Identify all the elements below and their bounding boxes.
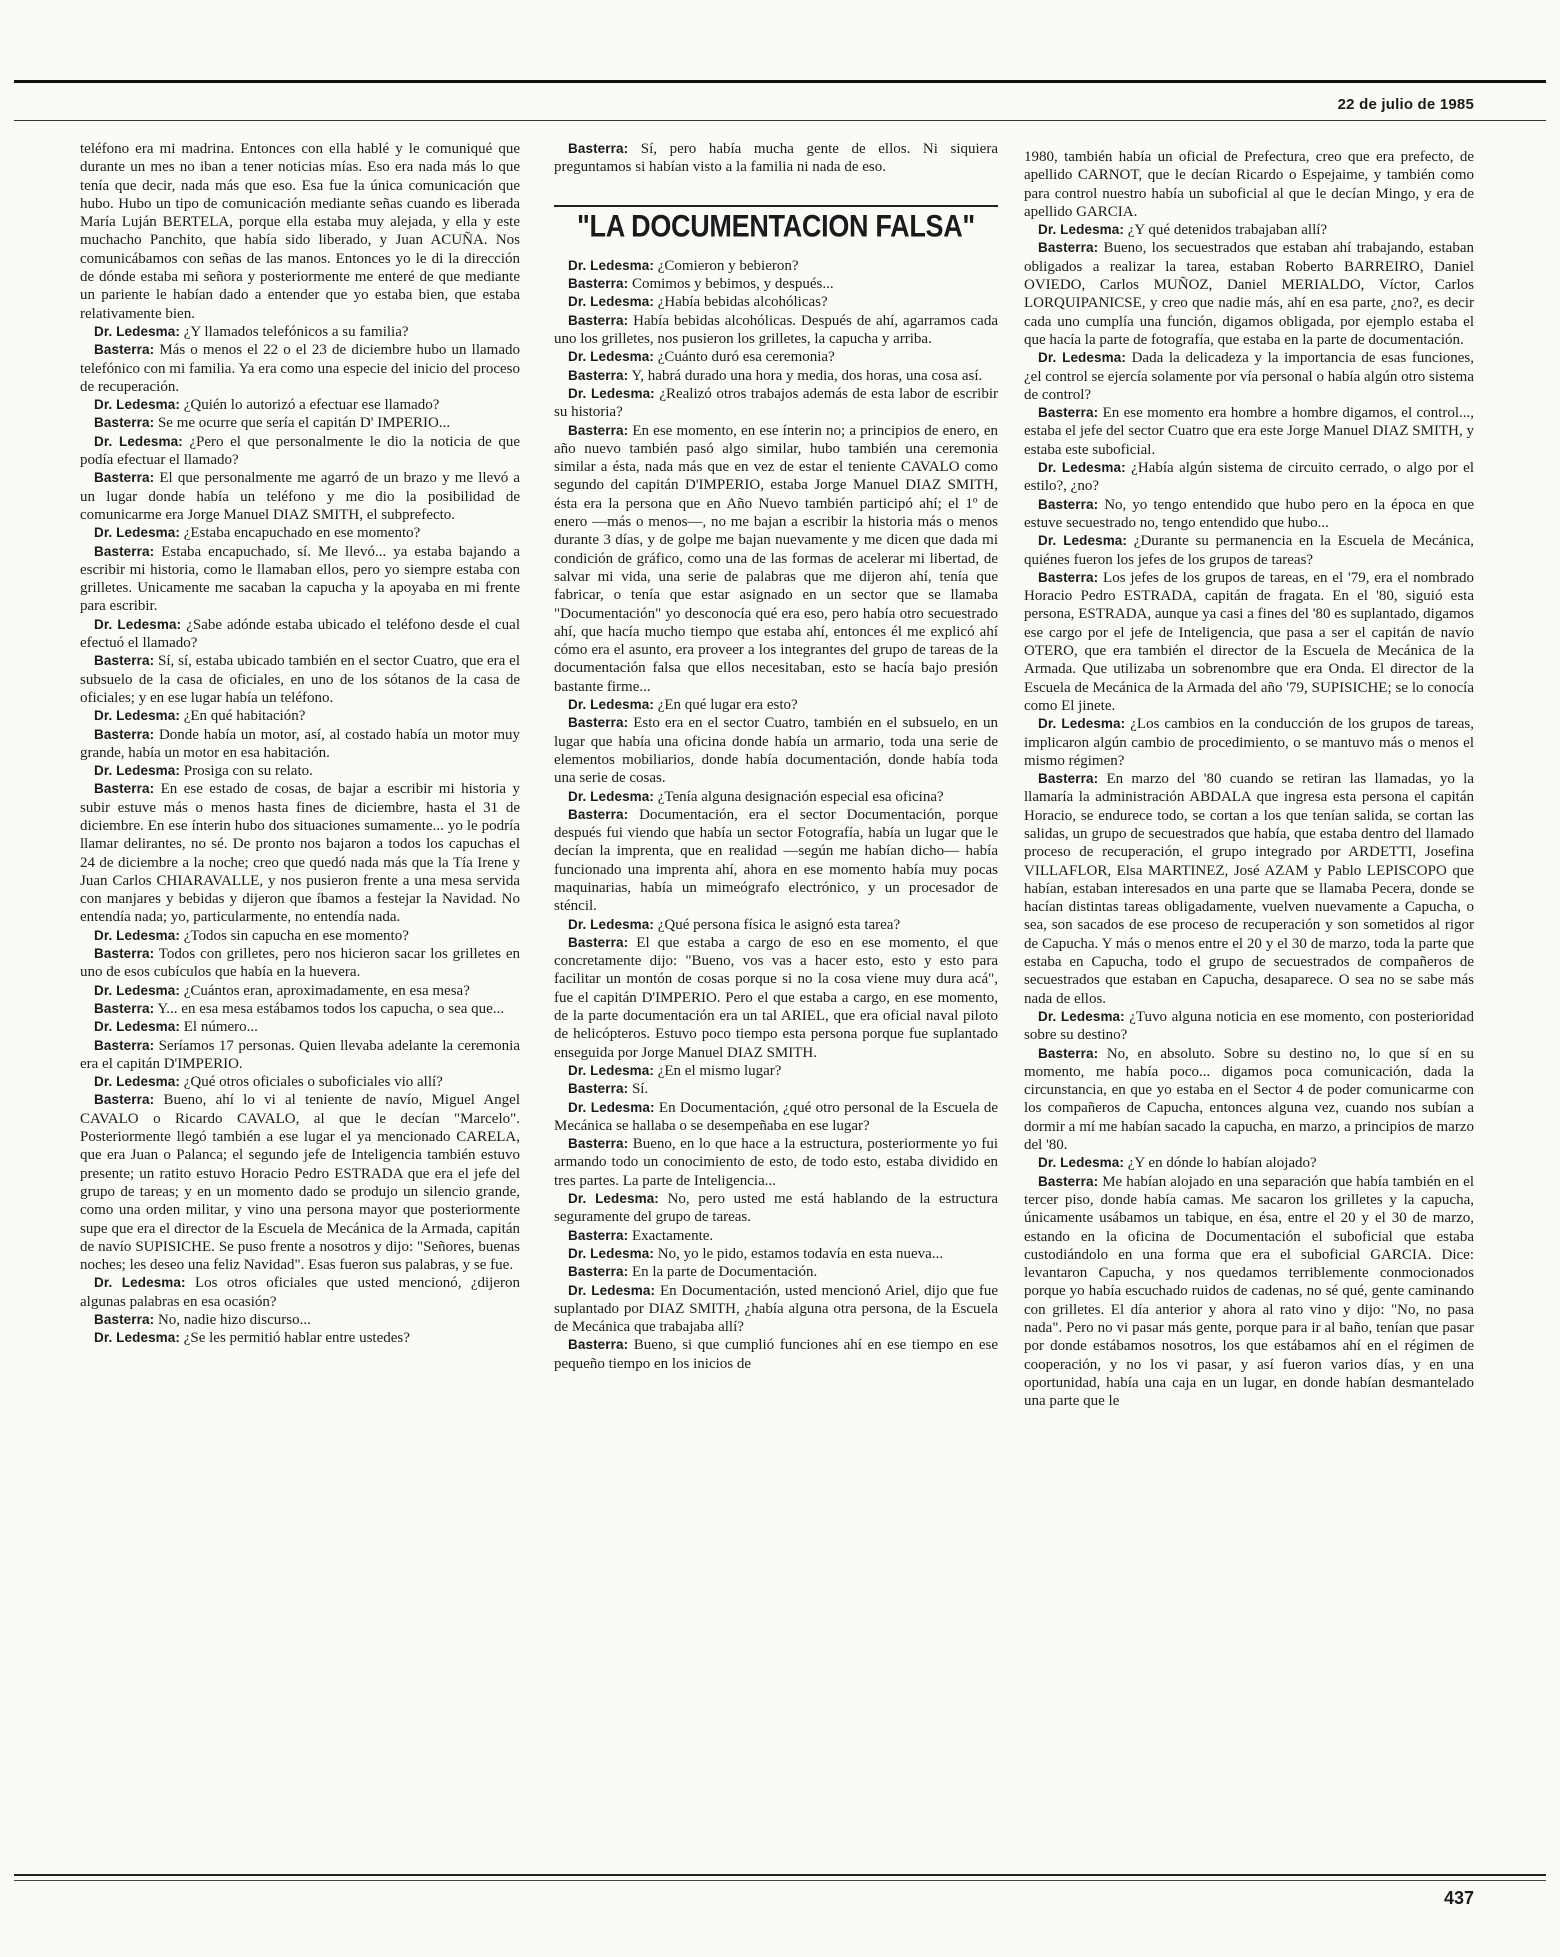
paragraph-text: ¿Sabe adónde estaba ubicado el teléfono desde el cual efectuó el llamado? xyxy=(80,616,521,652)
dialogue-paragraph xyxy=(1024,532,1474,569)
speaker-label: Dr. Ledesma: xyxy=(94,708,180,724)
speaker-label: Basterra: xyxy=(94,726,155,742)
dialogue-paragraph xyxy=(80,524,520,542)
dialogue-paragraph xyxy=(80,1091,520,1274)
dialogue-paragraph xyxy=(554,367,998,385)
speaker-label: Basterra: xyxy=(568,276,629,292)
dialogue-paragraph xyxy=(80,1329,520,1347)
dialogue-paragraph xyxy=(554,916,998,934)
dialogue-paragraph xyxy=(554,806,998,916)
footer-rule xyxy=(14,1874,1546,1881)
speaker-label: Dr. Ledesma: xyxy=(568,788,654,804)
speaker-label: Dr. Ledesma: xyxy=(1038,350,1126,366)
speaker-label: Basterra: xyxy=(568,1136,629,1152)
speaker-label: Dr. Ledesma: xyxy=(568,349,654,365)
dialogue-paragraph xyxy=(554,1190,998,1227)
speaker-label: Dr. Ledesma: xyxy=(94,763,180,779)
speaker-label: Dr. Ledesma: xyxy=(94,616,182,632)
paragraph-text: Esto era en el sector Cuatro, también en el subsuelo, en un lugar que había una oficina donde había un armario, toda una serie de elementos mobiliarios, donde había documentación, donde había toda una serie de cosas. xyxy=(554,715,998,787)
speaker-label: Basterra: xyxy=(568,1227,629,1243)
page-number: 437 xyxy=(1443,1888,1474,1908)
paragraph-text: Exactamente. xyxy=(628,1227,714,1244)
dialogue-paragraph xyxy=(554,1336,998,1373)
paragraph-text: Bueno, los secuestrados que estaban ahí trabajando, estaban obligados a realizar la tarea, estaban Roberto BARREIRO, Daniel OVIEDO, Carlos MUÑOZ, Daniel MERIALDO, Víctor, Carlos LORQUIPANICSE, y creo que nadie más, ahí en esa parte, ¿no?, es decir cada uno cumplía una función, digamos obligada, por ejemplo estaba el que hacía la parte de fotografía, que estaba en la parte de documentación. xyxy=(1024,240,1474,348)
dialogue-paragraph xyxy=(554,934,998,1062)
paragraph-text: Prosiga con su relato. xyxy=(179,763,313,780)
speaker-label: Basterra: xyxy=(94,946,155,962)
speaker-label: Dr. Ledesma: xyxy=(568,1099,655,1115)
top-rule xyxy=(14,80,1546,83)
paragraph-text: Todos con grilletes, pero nos hicieron sacar los grilletes en uno de esos cubículos que había en la huevera. xyxy=(80,946,520,981)
dialogue-paragraph xyxy=(554,140,998,177)
paragraph-text: ¿Y llamados telefónicos a su familia? xyxy=(179,323,409,340)
paragraph-text: ¿En el mismo lugar? xyxy=(653,1062,782,1079)
dialogue-paragraph xyxy=(1024,1045,1474,1155)
paragraph-text: ¿Comieron y bebieron? xyxy=(653,257,799,274)
paragraph-text: Sí. xyxy=(628,1081,649,1098)
dialogue-paragraph xyxy=(1024,1154,1474,1172)
paragraph-text: ¿Y en dónde lo habían alojado? xyxy=(1123,1155,1317,1172)
speaker-label: Dr. Ledesma: xyxy=(1038,460,1126,476)
speaker-label: Basterra: xyxy=(568,715,629,731)
paragraph-text: Había bebidas alcohólicas. Después de ahí, agarramos cada uno los grilletes, nos pusieron los grilletes, la capucha y arriba. xyxy=(554,312,998,348)
speaker-label: Basterra: xyxy=(1038,569,1099,585)
paragraph-text: Sí, sí, estaba ubicado también en el sector Cuatro, que era el subsuelo de la casa de oficiales, en uno de los sótanos de la casa de oficiales; y en ese lugar había un teléfono. xyxy=(80,653,520,706)
dialogue-paragraph xyxy=(554,1099,998,1136)
paragraph-text: En ese estado de cosas, de bajar a escribir mi historia y subir estuve más o menos hasta fines de diciembre, hasta el 31 de diciembre. En ese ínterin hubo dos situaciones sumamente... yo le podría llamar delirantes, no sé. De pronto nos bajaron a todos los capuchas el 24 de diciembre a la noche; creo que quedó nada más que la Tía Irene y Juan Carlos CHIARAVALLE, y nos pusieron frente a una mesa servida con manjares y bebidas y dijeron que íbamos a festejar la Navidad. No entendía nada; yo, particularmente, no entendía nada. xyxy=(80,781,520,926)
speaker-label: Basterra: xyxy=(94,1312,155,1327)
dialogue-paragraph xyxy=(554,1062,998,1080)
speaker-label: Dr. Ledesma: xyxy=(568,916,654,932)
dialogue-paragraph xyxy=(554,1282,998,1337)
dialogue-paragraph xyxy=(554,385,998,422)
paragraph-text: ¿Todos sin capucha en ese momento? xyxy=(179,927,409,944)
dialogue-paragraph xyxy=(1024,239,1474,349)
paragraph-text: ¿Tuvo alguna noticia en ese momento, con posterioridad sobre su destino? xyxy=(1024,1008,1474,1044)
dialogue-paragraph xyxy=(80,341,520,396)
speaker-label: Basterra: xyxy=(94,543,155,559)
paragraph-text: El que personalmente me agarró de un brazo y me llevó a un lugar donde había un teléfono y me dio la posibilidad de comunicarme era Jorge Manuel DIAZ SMITH, el subprefecto. xyxy=(80,470,520,523)
paragraph-text: En la parte de Documentación. xyxy=(628,1264,818,1281)
paragraph-text: Estaba encapuchado, sí. Me llevó... ya estaba bajando a escribir mi historia, como le llamaban ellos, pero yo siempre estaba con grilletes. Unicamente me sacaban la capucha y la apoyaba en mi frente para escribir. xyxy=(80,543,520,615)
speaker-label: Basterra: xyxy=(568,367,629,383)
paragraph-text: ¿Pero el que personalmente le dio la noticia de que podía efectuar el llamado? xyxy=(80,433,521,469)
dialogue-paragraph xyxy=(80,1073,520,1091)
dialogue-paragraph xyxy=(80,945,520,982)
dialogue-paragraph xyxy=(80,927,520,945)
speaker-label: Basterra: xyxy=(568,422,629,438)
dialogue-paragraph xyxy=(1024,349,1474,404)
speaker-label: Dr. Ledesma: xyxy=(94,1074,180,1090)
speaker-label: Dr. Ledesma: xyxy=(568,1245,654,1261)
dialogue-paragraph xyxy=(1024,569,1474,715)
paragraph-text: ¿Cuántos eran, aproximadamente, en esa mesa? xyxy=(179,982,470,999)
paragraph-text: No, en absoluto. Sobre su destino no, lo que sí en su momento, me había poco... digamos poca comunicación, dada la circunstancia, en que yo estaba en el Sector 4 de poder comunicarme con los compañeros de Capucha, entonces alguna vez, cuando nos subían a dormir a mí me habían sacado la capucha, en marzo, a principios de marzo del '80. xyxy=(1024,1045,1474,1154)
paragraph-text: ¿Realizó otros trabajos además de esta labor de escribir su historia? xyxy=(554,385,998,421)
paragraph-text: ¿Se les permitió hablar entre ustedes? xyxy=(179,1330,410,1347)
paragraph-text: Comimos y bebimos, y después... xyxy=(628,276,834,293)
speaker-label: Basterra: xyxy=(568,312,629,328)
speaker-label: Basterra: xyxy=(568,1081,629,1097)
dialogue-paragraph xyxy=(80,652,520,707)
dialogue-paragraph xyxy=(1024,496,1474,533)
speaker-label: Dr. Ledesma: xyxy=(94,1019,180,1035)
speaker-label: Dr. Ledesma: xyxy=(568,1062,654,1078)
column-3 xyxy=(1024,148,1474,1410)
speaker-label: Dr. Ledesma: xyxy=(1038,716,1126,732)
speaker-label: Dr. Ledesma: xyxy=(94,323,180,339)
dialogue-paragraph xyxy=(80,1000,520,1018)
speaker-label: Basterra: xyxy=(1038,1173,1099,1189)
speaker-label: Dr. Ledesma: xyxy=(94,1275,186,1291)
speaker-label: Basterra: xyxy=(1038,1045,1099,1061)
dialogue-paragraph xyxy=(80,780,520,926)
speaker-label: Dr. Ledesma: xyxy=(1038,533,1128,549)
speaker-label: Basterra: xyxy=(568,806,629,822)
paragraph-text: ¿Había algún sistema de circuito cerrado, o algo por el estilo?, ¿no? xyxy=(1024,460,1474,495)
paragraph-text: Bueno, si que cumplió funciones ahí en ese tiempo en ese pequeño tiempo en los inicios de xyxy=(554,1337,998,1372)
speaker-label: Basterra: xyxy=(1038,240,1099,256)
dialogue-paragraph xyxy=(80,616,520,653)
speaker-label: Dr. Ledesma: xyxy=(94,1330,180,1346)
speaker-label: Dr. Ledesma: xyxy=(568,1282,656,1298)
dialogue-paragraph xyxy=(1024,404,1474,459)
dialogue-paragraph xyxy=(1024,1173,1474,1411)
speaker-label: Dr. Ledesma: xyxy=(94,433,183,449)
speaker-label: Dr. Ledesma: xyxy=(94,397,180,413)
speaker-label: Basterra: xyxy=(94,653,155,669)
paragraph-text: En Documentación, ¿qué otro personal de la Escuela de Mecánica se hallaba o se desempeñaba en ese lugar? xyxy=(554,1099,999,1134)
dialogue-paragraph xyxy=(80,762,520,780)
paragraph-text: Y, habrá durado una hora y media, dos horas, una cosa así. xyxy=(628,367,983,384)
paragraph-text: Me habían alojado en una separación que había también en el tercer piso, donde había camas. Me sacaron los grilletes y la capucha, únicamente usábamos un tabique, en ésa, entre el 20 y el 30 de marzo, estando en la oficina de Documentación el suboficial que estaba custodiándolo en una forma que era el suboficial GARCIA. Dice: levantaron Capucha, y nos quedamos terriblemente conmocionados porque yo había escuchado ruidos de cadenas, no sé qué, gente caminando con grilletes. El día anterior y ahora al rato vino y dijo: "No, no pasa nada". Pero no vi pasar más gente, porque para ir al baño, tenían que pasar por donde estábamos nosotros, los que estábamos ahí en el régimen de cooperación, y no los vi pasar, y así fueron varios días, y en una oportunidad, había una caja en un lugar, en donde habían desmantelado una parte que le xyxy=(1024,1173,1474,1410)
speaker-label: Dr. Ledesma: xyxy=(568,294,654,310)
dialogue-paragraph xyxy=(80,414,520,432)
speaker-label: Dr. Ledesma: xyxy=(1038,222,1124,238)
speaker-label: Dr. Ledesma: xyxy=(568,257,654,273)
speaker-label: Basterra: xyxy=(568,141,629,156)
dialogue-paragraph xyxy=(554,257,998,275)
paragraph-text: ¿Quién lo autorizó a efectuar ese llamado? xyxy=(179,397,440,414)
speaker-label: Dr. Ledesma: xyxy=(94,927,180,943)
dialogue-paragraph xyxy=(80,433,520,470)
speaker-label: Basterra: xyxy=(1038,496,1099,512)
speaker-label: Basterra: xyxy=(94,1092,155,1108)
paragraph-text: Y... en esa mesa estábamos todos los capucha, o sea que... xyxy=(154,1000,505,1017)
paragraph-text: ¿Qué persona física le asignó esta tarea? xyxy=(653,916,901,933)
paragraph-text: ¿Había bebidas alcohólicas? xyxy=(653,294,828,311)
paragraph-text: teléfono era mi madrina. Entonces con ella hablé y le comuniqué que durante un mes no iban a tener noticias mías. Eso era nada más lo que tenía que decir, nada más que eso. Esa fue la única comunicación que hubo. Hubo un tipo de comunicación mediante señas cuando es liberada María Luján BERTELA, porque ella estaba muy alejada, y ella y este muchacho Panchito, que había sido liberado, y Juan ACUÑA. Nos comunicábamos con señas de las manos. Entonces yo le di la dirección de dónde estaba mi señora y posteriormente me enteré de que mediante un pariente le habían dado a entender que yo estaba bien, que estaba relativamente bien. xyxy=(80,141,520,322)
speaker-label: Dr. Ledesma: xyxy=(1038,1155,1124,1171)
dialogue-paragraph xyxy=(1024,221,1474,239)
dialogue-paragraph xyxy=(80,469,520,524)
dialogue-paragraph xyxy=(80,1311,520,1329)
paragraph-text: No, nadie hizo discurso... xyxy=(154,1312,311,1328)
dialogue-paragraph xyxy=(554,275,998,293)
dialogue-paragraph xyxy=(554,312,998,349)
speaker-label: Basterra: xyxy=(568,934,629,950)
speaker-label: Basterra: xyxy=(94,415,155,431)
paragraph-text: ¿En qué habitación? xyxy=(179,708,306,725)
dialogue-paragraph xyxy=(554,1080,998,1098)
speaker-label: Dr. Ledesma: xyxy=(568,1191,659,1207)
dialogue-paragraph xyxy=(554,788,998,806)
paragraph-text: Bueno, en lo que hace a la estructura, posteriormente yo fui armando todo un conocimiento de esto, de todo esto, estaba dividido en tres partes. La parte de Inteligencia... xyxy=(554,1136,998,1189)
paragraph-text: ¿Los cambios en la conducción de los grupos de tareas, implicaron algún cambio de procedimiento, o se mantuvo más o menos el mismo régimen? xyxy=(1024,716,1474,769)
paragraph-text: Documentación, era el sector Documentación, porque después fui viendo que había un sector Fotografía, había un lugar que le decían la imprenta, que en realidad —según me habían dicho— había funcionado una imprenta ahí, ahora en ese momento había muy pocas maquinarias, había un mimeógrafo electrónico, y un procesador de sténcil. xyxy=(554,806,998,915)
paragraph-text: Los otros oficiales que usted mencionó, ¿dijeron algunas palabras en esa ocasión? xyxy=(80,1275,520,1310)
paragraph-text: Sí, pero había mucha gente de ellos. Ni siquiera preguntamos si habían visto a la familia ni nada de eso. xyxy=(554,141,998,176)
paragraph-text: En Documentación, usted mencionó Ariel, dijo que fue suplantado por DIAZ SMITH, ¿había alguna otra persona, de la Escuela de Mecánica que trabajaba allí? xyxy=(554,1282,998,1336)
paragraph-text: Los jefes de los grupos de tareas, en el '79, era el nombrado Horacio Pedro ESTRADA, capitán de fragata. En el '80, siguió esta persona, ESTRADA, aunque ya casi a fines del '80 es suplantado, digamos ese cargo por el jefe de Inteligencia, que pasa a ser el capitán de navío OTERO, que era también el director de la Escuela de Mecánica de la Armada. Que utilizaba un sobrenombre que era Onda. El director de la Escuela de Mecánica de la Armada del año '79, SUPISICHE; se lo conocía como El jinete. xyxy=(1024,569,1474,714)
paragraph-text: Se me ocurre que sería el capitán D' IMPERIO... xyxy=(154,415,451,432)
dialogue-paragraph xyxy=(554,1245,998,1263)
dialogue-paragraph xyxy=(554,696,998,714)
speaker-label: Basterra: xyxy=(94,781,155,797)
paragraph-text: En marzo del '80 cuando se retiran las llamadas, yo la llamaría la administración ABDALA que ingresa esta persona el capitán Horacio, se endurece todo, se cortan a los que tenían salida, se cortan las salidas, un grupo de secuestrados que había, que estaba dentro del llamado proceso de recuperación, el grupo integrado por ARDETTI, Josefina VILLAFLOR, Elsa MARTINEZ, José AZAM y Pablo LEPISCOPO que habían, estaban interesados en una parte que se llamaba Pecera, donde se hacían distintas tareas obligadamente, vuelven nuevamente a Capucha, o sea, son sacados de ese proceso de recuperación y son sometidos al rigor de Capucha. Y más o menos entre el 20 y el 30 de marzo, toda la parte que estaba en Capucha, todo el grupo de secuestrados de compañeros de secuestrados que estaban en Capucha, desaparece. O sea no se sabe más nada de ellos. xyxy=(1024,771,1474,1007)
speaker-label: Dr. Ledesma: xyxy=(568,697,654,713)
dialogue-paragraph xyxy=(80,982,520,1000)
paragraph-text: No, yo le pido, estamos todavía en esta nueva... xyxy=(653,1245,944,1262)
dialogue-paragraph xyxy=(80,726,520,763)
dialogue-paragraph xyxy=(80,323,520,341)
paragraph-text: En ese momento, en ese ínterin no; a principios de enero, en año nuevo también pasó algo similar, hubo también una ceremonia similar a ésta, nada más que en vez de estar el teniente CAVALO como segundo del capitán D'IMPERIO, estaba Jorge Manuel DIAZ SMITH, ésta era la persona que en Año Nuevo también participó ahí; el 1º de enero —más o menos—, no me bajan a escribir la historia más o menos durante 3 días, y de golpe me bajan nuevamente y me dicen que dada mi condición de gráfico, como una de las formas de acelerar mi libertad, de salvar mi vida, una serie de palabras que me dijeron ahí, tenía que fabricar, o tenía que estar asignado en un sector que se llamaba "Documentación" yo desconocía qué era eso, pero había otro secuestrado ahí, que hacía mucho tiempo que estaba ahí, entonces él me explicó ahí cómo era el asunto, era proveer a los integrantes del grupo de tareas de la documentación falsa que ellos necesitaban, esto se hacía bajo presión bastante firme... xyxy=(554,422,998,695)
dialogue-paragraph xyxy=(80,707,520,725)
dialogue-paragraph xyxy=(80,1037,520,1074)
dialogue-paragraph xyxy=(80,543,520,616)
paragraph-text: Seríamos 17 personas. Quien llevaba adelante la ceremonia era el capitán D'IMPERIO. xyxy=(80,1037,520,1072)
speaker-label: Basterra: xyxy=(568,1337,629,1353)
paragraph-text: No, pero usted me está hablando de la estructura seguramente del grupo de tareas. xyxy=(554,1191,998,1226)
dialogue-paragraph xyxy=(554,348,998,366)
paragraph-text: ¿Cuánto duró esa ceremonia? xyxy=(653,349,835,366)
paragraph-text: En ese momento era hombre a hombre digamos, el control..., estaba el jefe del sector Cuatro que era este Jorge Manuel DIAZ SMITH, y estaba este suboficial. xyxy=(1024,405,1474,458)
paragraph-text: ¿Qué otros oficiales o suboficiales vio allí? xyxy=(179,1074,443,1091)
dialogue-paragraph xyxy=(1024,770,1474,1008)
speaker-label: Basterra: xyxy=(94,470,155,486)
dialogue-paragraph xyxy=(554,1227,998,1245)
speaker-label: Dr. Ledesma: xyxy=(568,385,655,401)
paragraph-text: Donde había un motor, así, al costado había un motor muy grande, había un motor en esa habitación. xyxy=(80,726,520,761)
speaker-label: Basterra: xyxy=(1038,405,1099,421)
paragraph-text: ¿Durante su permanencia en la Escuela de Mecánica, quiénes fueron los jefes de los grupos de tareas? xyxy=(1024,533,1475,568)
text-paragraph xyxy=(1024,148,1474,221)
section-headline: "LA DOCUMENTACION FALSA" xyxy=(577,208,975,243)
dialogue-paragraph xyxy=(554,293,998,311)
paragraph-text: El que estaba a cargo de eso en ese momento, el que concretamente dijo: "Bueno, vos vas a hacer esto, esto y esto para facilitar un montón de cosas porque si no la cosa viene muy dura acá", fue el capitán D'IMPERIO. Pero el que estaba a cargo, en ese momento, de la parte documentación era un tal ARIEL, que era oficial naval piloto de helicópteros. Estuvo poco tiempo esta persona porque fue suplantado enseguida por Jorge Manuel DIAZ SMITH. xyxy=(554,934,998,1061)
paragraph-text: El número... xyxy=(179,1019,258,1036)
dialogue-paragraph xyxy=(554,1263,998,1281)
column-2 xyxy=(554,140,998,1373)
paragraph-text: ¿Tenía alguna designación especial esa oficina? xyxy=(653,788,944,805)
dialogue-paragraph xyxy=(554,422,998,696)
paragraph-text: ¿En qué lugar era esto? xyxy=(653,697,798,714)
dialogue-paragraph xyxy=(1024,1008,1474,1045)
speaker-label: Dr. Ledesma: xyxy=(94,982,180,998)
dialogue-paragraph xyxy=(554,714,998,787)
dialogue-paragraph xyxy=(554,1135,998,1190)
speaker-label: Basterra: xyxy=(1038,771,1099,787)
paragraph-text: Más o menos el 22 o el 23 de diciembre hubo un llamado telefónico con mi familia. Ya era como una especie del inicio del proceso de recuperación. xyxy=(80,342,520,395)
dialogue-paragraph xyxy=(80,396,520,414)
dialogue-paragraph xyxy=(1024,459,1474,496)
header-rule xyxy=(14,120,1546,121)
speaker-label: Basterra: xyxy=(94,1037,155,1053)
speaker-label: Dr. Ledesma: xyxy=(94,525,180,541)
paragraph-text: No, yo tengo entendido que hubo pero en la época en que estuve secuestrado no, tengo entendido que hubo... xyxy=(1024,496,1474,531)
column-1 xyxy=(80,140,520,1348)
dialogue-paragraph xyxy=(1024,715,1474,770)
paragraph-text: Dada la delicadeza y la importancia de esas funciones, ¿el control se ejercía solamente por vía personal o había algún otro sistema de control? xyxy=(1024,350,1474,403)
paragraph-text: ¿Estaba encapuchado en ese momento? xyxy=(179,525,421,542)
dialogue-paragraph xyxy=(80,1274,520,1311)
paragraph-text: 1980, también había un oficial de Prefectura, creo que era prefecto, de apellido CARNOT, que le decían Ricardo o Espejaime, y también como para control nuestro había un suboficial al que le decían Mingo, y era de apellido GARCIA. xyxy=(1024,149,1474,220)
speaker-label: Basterra: xyxy=(94,1000,155,1016)
text-paragraph xyxy=(80,140,520,323)
speaker-label: Dr. Ledesma: xyxy=(1038,1008,1125,1024)
issue-date: 22 de julio de 1985 xyxy=(1337,96,1474,113)
paragraph-text: ¿Y qué detenidos trabajaban allí? xyxy=(1123,222,1328,239)
speaker-label: Basterra: xyxy=(568,1264,629,1280)
headline-rule xyxy=(554,205,998,207)
dialogue-paragraph xyxy=(80,1018,520,1036)
paragraph-text: Bueno, ahí lo vi al teniente de navío, Miguel Angel CAVALO o Ricardo CAVALO, al que le decían "Marcelo". Posteriormente llegó también a ese lugar el ya mencionado CARELA, que era Juan o Palanca; el segundo jefe de Inteligencia también estuvo presente; un ratito estuvo Horacio Pedro ESTRADA que era el jefe del grupo de tareas; y en un momento dado se produjo un silencio grande, como una orden militar, y vino una persona mayor que posteriormente supe que era el director de la Escuela de Mecánica de la Armada, capitán de navío SUPISICHE. Se puso frente a nosotros y dijo: "Señores, buenas noches; les deseo una feliz Navidad". Esas fueron sus palabras, y se fue. xyxy=(80,1092,520,1274)
speaker-label: Basterra: xyxy=(94,342,155,358)
